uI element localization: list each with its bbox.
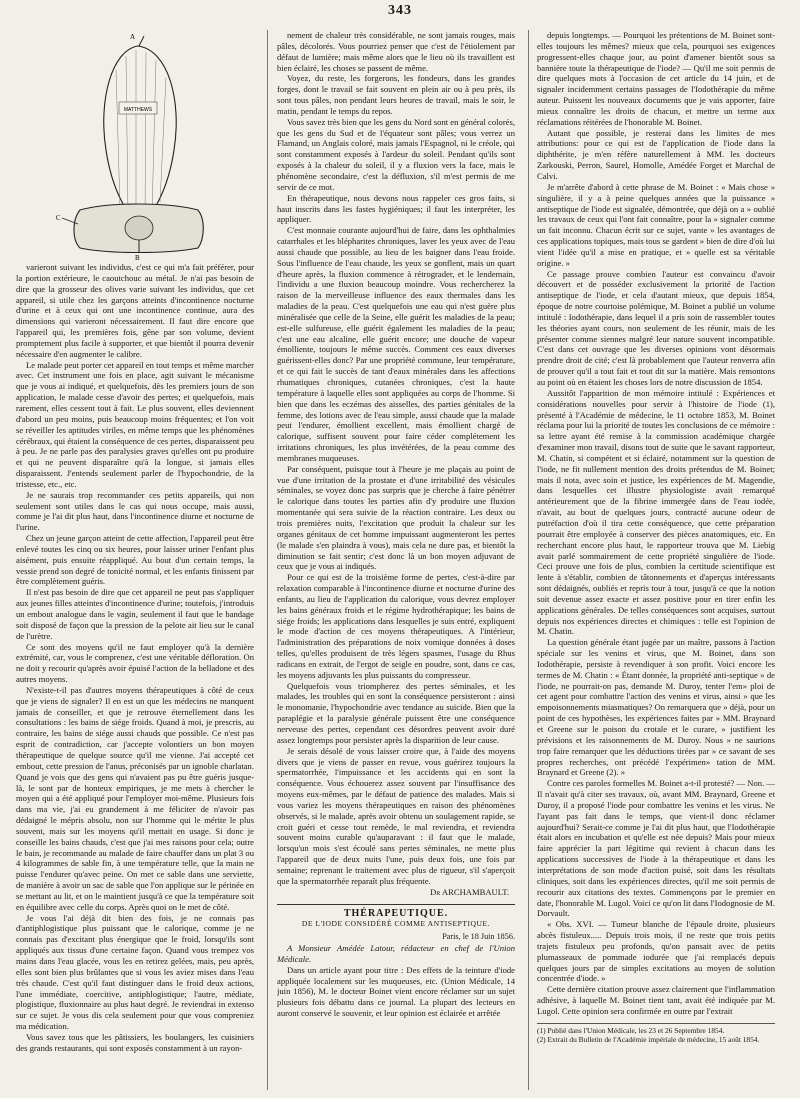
column-divider: [267, 30, 268, 1090]
section-title: THÉRAPEUTIQUE.: [343, 907, 449, 919]
footnote: (1) Publié dans l'Union Médicale, les 23 et 26 Septembre 1854.: [537, 1025, 725, 1035]
paragraph: Vous savez tous que les pâtissiers, les boulangers, les cuisiniers des grands restaurants, qui sont exposés constamment à un rayon-: [16, 1031, 254, 1053]
paragraph: Je serais désolé de vous laisser croire que, à l'aide des moyens divers que je viens de passer en revue, vous guérirez toujours la spermatorrhée, l'impuissance et les accidents qui en sont la conséquence. Vous échouerez assez souvent par l'insuffisance des moyens eux-mêmes, par le défaut de patience des malades. Mais si vous variez les moyens thérapeutiques en raison des phénomènes observés, si le malade, après avoir obtenu un soulagement rapide, se croit guéri et cesse tout remède, le mal reviendra, et reviendra souvent moins curable qu'auparavant : il faut que le malade, lorsqu'un mois s'est écoulé sans pertes séminales, ne mette plus l'appareil que de deux nuits l'une, puis deux fois, une fois par semaine; reprenant le traitement avec plus de rigueur, s'il s'aperçoit que la spermatorrhée reparaît plus fréquente.: [277, 745, 515, 886]
column-right: [537, 30, 775, 1092]
paragraph: Je ne saurais trop recommander ces petits appareils, qui non seulement sont utiles dans le cas qui nous occupe, mais aussi, comme je l'ai dit plus haut, dans l'incontinence diurne et nocturne de l'urine.: [16, 489, 254, 533]
paragraph: Cette dernière citation prouve assez clairement que l'inflammation adhésive, à laquelle M. Boinet tient tant, avait été indiquée par M. Lugol. Cette opinion sera confirmée en outre par l'extrait: [537, 984, 775, 1016]
paragraph: depuis longtemps. — Pourquoi les prétentions de M. Boinet sont-elles toujours les mêmes? mieux que cela, pourquoi ses exigences progressent-elles chaque jour, au point d'amener bientôt sous sa bannière toute la thérapeutique de l'iode? — Qu'il me soit permis de dire quelques mots à l'occasion de cet article du 14 juin, et de signaler incidemment certains passages de l'Iodothérapie du même auteur. Puissent les nouveaux documents que je vais apporter, faire mieux connaître les droits de chacun, et mettre un terme aux réclamations réitérées de l'honorable M. Boinet.: [537, 30, 775, 127]
paragraph: N'existe-t-il pas d'autres moyens thérapeutiques à côté de ceux que je viens de signaler? Il en est un que les médecins ne manquent jamais de conseiller, et que je retrouve éternellement dans les consultations : les bains de siége froids. Quand à moi, je prescris, au contraire, les bains de siége aussi chauds que possible. Ce n'est pas esprit de contradiction, car j'accepte volontiers un bon moyen thérapeutique de quelque source qu'il me vienne. J'ai accepté cet embout, cette pression de l'anus, préconisés par un ignoble charlatan. Quand je vois que des gens qui n'avaient pas pu être guéris jusque-là, le sont par de honteux empiriques, je me mets à chercher le moyen qui a été appliqué pour l'employer moi-même. Plusieurs fois dans ma vie, j'ai eu grandement à me féliciter de n'avoir pas dédaigné le mépris absolu, non sur l'homme qui le mérite le plus souvent, mais sur les moyens qu'il mettait en usage. Si donc je conseille les bains chauds, c'est que j'ai mes raisons pour cela; outre le bain, je recommande au malade de faire chauffer dans un plat 3 ou 4 kilogrammes de sable fin, à une température telle, que la main ne puisse l'endurer qu'avec peine. On met ce sable dans une serviette, de manière à avoir un sac de sable que l'on applique sur le périnée en se mettant au lit, et on le maintient jusqu'à ce que la température soit en équilibre avec celle du corps. Après quoi on le met de côté.: [16, 684, 254, 912]
paragraph: Je vous l'ai déjà dit bien des fois, je ne connais pas d'antiphlogistique plus puissant que le calorique, comme je ne connais pas d'excitant plus énergique que le froid, lorsqu'ils sont appliqués aux tissus d'une certaine façon. Quand vous trempez vos mains dans l'eau glacée, vous les en retirez gelées, mais, peu après, elles sont bien plus brûlantes que si vous les aviez mises dans l'eau très chaude. C'est qu'il faut distinguer dans le froid deux actions, l'une immédiate, coercitive, antiphlogistique; l'autre, médiate, plogistique, fluxionnaire au plus haut degré. Je reviendrai in extenso sur ce sujet. Je vous dis cela seulement pour que vous compreniez ma médication.: [16, 912, 254, 1032]
column-middle: [277, 30, 515, 1092]
paragraph: varieront suivant les individus, c'est ce qui m'a fait préférer, pour la portion extérieure, le caoutchouc au métal. Je n'ai pas besoin de dire que la grosseur des olives varie suivant les individus, que cet appareil, si utile chez les garçons atteints d'incontinence nocturne d'urine et à ceux qui ont une incontinence continue, aura des dimensions qui varieront nécessairement. Il faut dire encore que l'appareil qui, les premières fois, gêne par son volume, devient promptement plus facile à supporter, et que bientôt il pourra devenir nécessaire d'en augmenter le calibre.: [16, 262, 254, 359]
figure-label-a: A: [130, 33, 136, 41]
paragraph: « Obs. XVI. — Tumeur blanche de l'épaule droite, plusieurs abcès fistuleux..... Depuis trois mois, il ne reste que trois petits trajets fistuleux peu profonds, qu'on pansait avec de petits plumasseaux de pommade iodurée que j'ai remplacés depuis quelques jours par de simples excitations au moyen de solution concentrée d'iode. »: [537, 919, 775, 984]
paragraph: Je m'arrête d'abord à cette phrase de M. Boinet : « Mais chose » singulière, il y a à peine quelques années que la puissance » antiseptique de l'iode est signalée, démontrée, que déjà on a » oublié les travaux de ceux qui l'ont fait connaître, pour la » signaler comme un fait inconnu. Chacun écrit sur ce sujet, vante » les avantages de ces applications topiques, mais tous se gardent » bien de dire d'où lui vient l'idée qu'il a mise en pratique, et » quelle est sa véritable origine. »: [537, 181, 775, 268]
paragraph: Chez un jeune garçon atteint de cette affection, l'appareil peut être enlevé toutes les cinq ou six heures, pour laisser uriner l'enfant plus aisément, puis ensuite réappliqué. Au bout d'un certain temps, la vessie prend son degré de tonicité normal, et les enfants finissent par être complètement guéris.: [16, 533, 254, 587]
paragraph: Quelquefois vous triompherez des pertes séminales, et les malades, les troubles qui en sont la conséquence persisteront : ainsi le monomanie, l'hypochondrie avec tendance au suicide. Bien que la paraplégie et la paralysie générale puissent être une conséquence nerveuse des pertes, cependant ces désordres peuvent avoir duré assez longtemps pour persister après la disparition de leur cause.: [277, 680, 515, 745]
paragraph: Contre ces paroles formelles M. Boinet a-t-il protesté? — Non. — Il n'avait qu'à citer ses travaux, où, avant MM. Braynard, Greene et Duroy, il a proposé l'iode pour combattre les venins et les virus. Ne l'ayant pas fait dans le temps, que vient-il donc réclamer aujourd'hui? Serait-ce comme je l'ai dit plus haut, que l'Iodothérapie était alors en incubation et qu'elle est née depuis? Mais pour mieux faire apprécier la part légitime qui revient à chacun dans les applications successives de l'iode à la thérapeutique et dans les interprétations de son mode d'action puisé, soit dans les résultats cliniques, soit dans les expériences directes, qu'il me soit permis de recourir aux citations des textes. Commençons par le premier en date, l'honorable M. Lugol. Voici ce qu'on lit dans l'Iodognosie de M. Dorvault.: [537, 778, 775, 919]
paragraph: Il n'est pas besoin de dire que cet appareil ne peut pas s'appliquer aux jeunes filles atteintes d'incontinence d'urine; toutefois, j'introduis un embout analogue dans le vagin, seulement il faut que le bandage soit disposé de façon que la pression de la pelote ait lieu sur le canal de l'urètre.: [16, 587, 254, 641]
letter-dateline: Paris, le 18 Juin 1856.: [442, 932, 515, 942]
apparatus-illustration: [16, 30, 254, 262]
figure-label-c: C: [56, 214, 61, 222]
paragraph: nement de chaleur très considérable, ne sont jamais rouges, mais pâles, décolorés. Vous pourriez penser que c'est de l'étiolement par défaut de lumière; mais même alors que le lieu où ils travaillent est bien éclairé, les choses se passent de même.: [277, 30, 515, 73]
paragraph: La question générale étant jugée par un maître, passons à l'action spéciale sur les venins et virus, que M. Boinet, dans son Iodothérapie, persiste à revendiquer à son profit. Voici encore les termes de M. Chatin : « Étant donnée, la propriété anti-septique » de l'iode, ne pourrait-on pas, demande M. Duroy, tenter l'em» ploi de cet agent pour combattre l'action des venins et virus, ainsi » que les empoisonnements miasmatiques? On remarquera que » déjà, pour un point de ces hypothèses, les expériences faites par » MM. Braynard et Greene sur le poison du crotale et le curare, » justifient les prévisions et les raisonnements de M. Duroy. Nous » ne saurions trop faire remarquer que les déductions tirées par » ce savant de ses propres recherches, ont précédé l'expérimen» tation de MM. Braynard et Greene (2). »: [537, 637, 775, 778]
footnote: (2) Extrait du Bulletin de l'Académie impériale de médecine, 15 août 1854.: [537, 1035, 760, 1045]
balloon-inscription: MATTHEWS: [123, 107, 153, 113]
paragraph: Dans un article ayant pour titre : Des effets de la teinture d'iode appliquée localement sur les muqueuses, etc. (Union Médicale, 14 juin 1856), M. le docteur Boinet vient encore réclamer sur un sujet plusieurs fois débattu dans ce journal. La plupart des lecteurs en auront conservé le souvenir, et leur opinion est éclairée et arrêtée: [277, 964, 515, 1019]
figure-label-b: B: [135, 254, 140, 262]
author-signature: Dr ARCHAMBAULT.: [430, 886, 509, 897]
paragraph: Ce sont des moyens qu'il ne faut employer qu'à la dernière extrémité, car, vous le comprenez, c'est une véritable défloration. On ne doit y recourir qu'après avoir épuisé l'action de la belladone et des autres moyens.: [16, 641, 254, 685]
paragraph: Pour ce qui est de la troisième forme de pertes, c'est-à-dire par relaxation comparable à l'incontinence diurne et nocturne d'urine des enfants, au lieu de l'application du calorique, vous devrez employer les bains généraux froids et le régime hydrothérapique; les bains de siége froids; les applications dans lesquelles je suis entré, expliquent le mode d'action de ces moyens thérapeutiques. A l'intérieur, l'administration des préparations de noix vomique données à doses telles, qu'elles produisent de très légers spasmes, l'usage du Rhus radicans en extrait, de l'ergot de seigle en poudre, sont, dans ce cas, les moyens adjuvants les plus puissants du compresseur.: [277, 572, 515, 680]
section-divider: [277, 904, 515, 905]
footnotes: [537, 1023, 775, 1045]
paragraph: Autant que possible, je resterai dans les limites de mes attributions: pour ce qui est de l'application de l'iode dans la diphthérite, je m'en réfère naturellement à MM. les docteurs Zarkouski, Perron, Saurel, Homolle, Amédée Forget et Marchal de Calvi.: [537, 127, 775, 181]
paragraph: Aussitôt l'apparition de mon mémoire intitulé : Expériences et considérations nouvelles pour servir à l'histoire de l'iode (1), présenté à l'Académie de médecine, le 11 octobre 1853, M. Boinet réclama pour lui la priorité de toutes les conclusions de ce mémoire : sa lettre ayant été remise à la commission académique chargée d'examiner mon travail, disons tout de suite que le savant rapporteur, M. Chatin, si compétent et si éclairé, notamment sur la question de l'iode, ne fit nullement mention des droits prétendus de M. Boinet; mais il nota, avec soin et justice, les expériences de M. Magendie, dans lesquelles cet illustre physiologiste avait remarqué antérieurement que de la fibrine immergée dans de l'eau iodée, n'avait, au bout de quelques jours, contracté aucune odeur de putréfaction d'où il tira cette conséquence, que cette préparation pourrait être employée à conserver des pièces anatomiques, etc. En recherchant encore plus haut, le rapporteur trouva que M. Liebig avait parlé sommairement de cette propriété singulière de l'iode. Ceci prouve une fois de plus, combien la certitude scientifique est lente à s'établir, combien de tâtonnements et d'aperçus intéressants sont dédaignés, oubliés et repris tour à tour, jusqu'à ce que la notion soit devenue assez exacte et assez positive pour en tirer enfin les applications générales. De telles conséquences sont acquises, surtout depuis nos expériences directes et chimiques : telle est l'opinion de M. Chatin.: [537, 387, 775, 637]
paragraph: C'est monnaie courante aujourd'hui de faire, dans les ophthalmies catarrhales et les blépharites chroniques, laver les yeux avec de l'eau aussi chaude que possible, au lieu de les baigner dans l'eau froide. Sous l'influence de l'eau chaude, les yeux se gonflent, mais un quart d'heure après, la fluxion commence à rétrograder, et le lendemain, l'individu a une fluxion beaucoup moindre. Vous rechercherez la raison de la merveilleuse influence des eaux thermales dans les maladies de la peau. C'est quelquefois une eau qui n'est guère plus minéralisée que celle de la Seine, elle guérit les maladies de la peau; est-elle sulfureuse, elle guérit également les maladies de la peau; c'est une eau alcaline, elle guérit encore; une douche de vapeur émolliente, toujours le même succès. Comment ces eaux diverses guérissent-elles donc? Par une propriété commune, leur température, et ce qui fait le succès de tant d'eaux minérales dans les affections rhumatiques chroniques, cutanées chroniques, c'est la haute température à laquelle elles sont appliquées au corps de l'homme. Si bien que dans les eczémas des aisselles, des parties génitales de la femme, des lotions avec de l'eau simple, aussi chaude que la malade peut l'endurer, émollient excellent, mais émollient chargé de calorique, suffisent souvent pour faire céder complétement les irritations chroniques, les plus invétérées, de la peau comme des membranes muqueuses.: [277, 225, 515, 463]
figure-compressor-apparatus: [16, 30, 254, 262]
letter-salutation: A Monsieur Amédée Latour, rédacteur en chef de l'Union Médicale.: [277, 943, 515, 964]
paragraph: Le malade peut porter cet appareil en tout temps et même marcher avec. Cet instrument une fois en place, agit suivant le mécanisme que je vous ai indiqué, et quelquefois, dès les premiers jours de son application, le malade cesse d'avoir des pertes; et quelquefois, mais rarement, elles cessent tout à fait. Le plus souvent, elles deviennent d'abord un peu moins, puis beaucoup moins fréquentes; et l'on voit se réveiller les aptitudes viriles, en même temps que les phénomènes cérébraux, qui étaient la conséquence de ces pertes, disparaissent peu à peu. Je ne parle pas des paralysies graves qu'elles ont pu produire et qui ne peuvent disparaître qu'à la longue, si jamais elles disparaissent. J'entends seulement parler de l'hypochondrie, de la tristesse, etc., etc.: [16, 359, 254, 489]
page-number: 343: [388, 3, 412, 18]
paragraph: Par conséquent, puisque tout à l'heure je me plaçais au point de vue d'une irritation de la prostate et d'une irritabilité des vésicules séminales, se voyez donc pas surpris que je cherche à faire pénétrer le calorique dans toutes les parties afin d'y produire une fluxion momentanée qui sera suivie de la réaction contraire. Les deux ou trois premières nuits, l'excitation que produit la chaleur sur les organes génitaux de cet homme impuissant augmenteront les pertes (le malade s'en plaindra à vous), mais cela ne dure pas, et bientôt la diminution se fait sentir; c'est donc là un bon moyen adjuvant de ceux que je vous ai indiqués.: [277, 463, 515, 572]
paragraph: Voyez, du reste, les forgerons, les fondeurs, dans les grandes forges, dont le travail se fait souvent en plein air ou à peu près, ils sont tous pâles, non pendant leurs heures de travail, mais le soir, le matin, pendant le temps du repos.: [277, 73, 515, 116]
column-divider: [528, 30, 529, 1090]
paragraph: Vous savez très bien que les gens du Nord sont en général colorés, que les gens du Sud et de l'équateur sont pâles; vous verrez un Flamand, un Anglais coloré, mais jamais l'Espagnol, ni le créole, qui sont constamment exposés à l'ardeur du soleil. Pendant qu'ils sont exposés à la chaleur du soleil, il y a fluxion vers la face, mais le phénomène secondaire, c'est la défluxion, s'il m'est permis de me servir de ce mot.: [277, 116, 515, 192]
paragraph: En thérapeutique, nous devons nous rappeler ces gros faits, si haut inscrits dans les fastes hygiéniques; il faut les interpréter, les appliquer.: [277, 192, 515, 225]
section-subtitle: DE L'IODE CONSIDÉRÉ COMME ANTISEPTIQUE.: [301, 919, 491, 929]
column-left: [16, 30, 254, 1092]
paragraph: Ce passage prouve combien l'auteur est convaincu d'avoir découvert et de posséder exclusivement la priorité de l'action antiseptique de l'iode, et cela d'autant mieux, que depuis 1854, époque de notre courtoise polémique, M. Boinet a publié un volume intitulé : Iodothérapie, dans lequel il a pris soin de rassembler toutes les théories ayant cours, non seulement de les réunir, mais de les présenter comme siennes malgré leur nature souvent incompatible. C'est dans cet ouvrage que les diverses opinions vont désormais prendre droit de cité; c'est là probablement que l'auteur renverra afin de prouver qu'il a tout fait et tout dit sur la matière. Mais remontons au point où en étaient les choses lors de notre discussion de 1854.: [537, 268, 775, 387]
